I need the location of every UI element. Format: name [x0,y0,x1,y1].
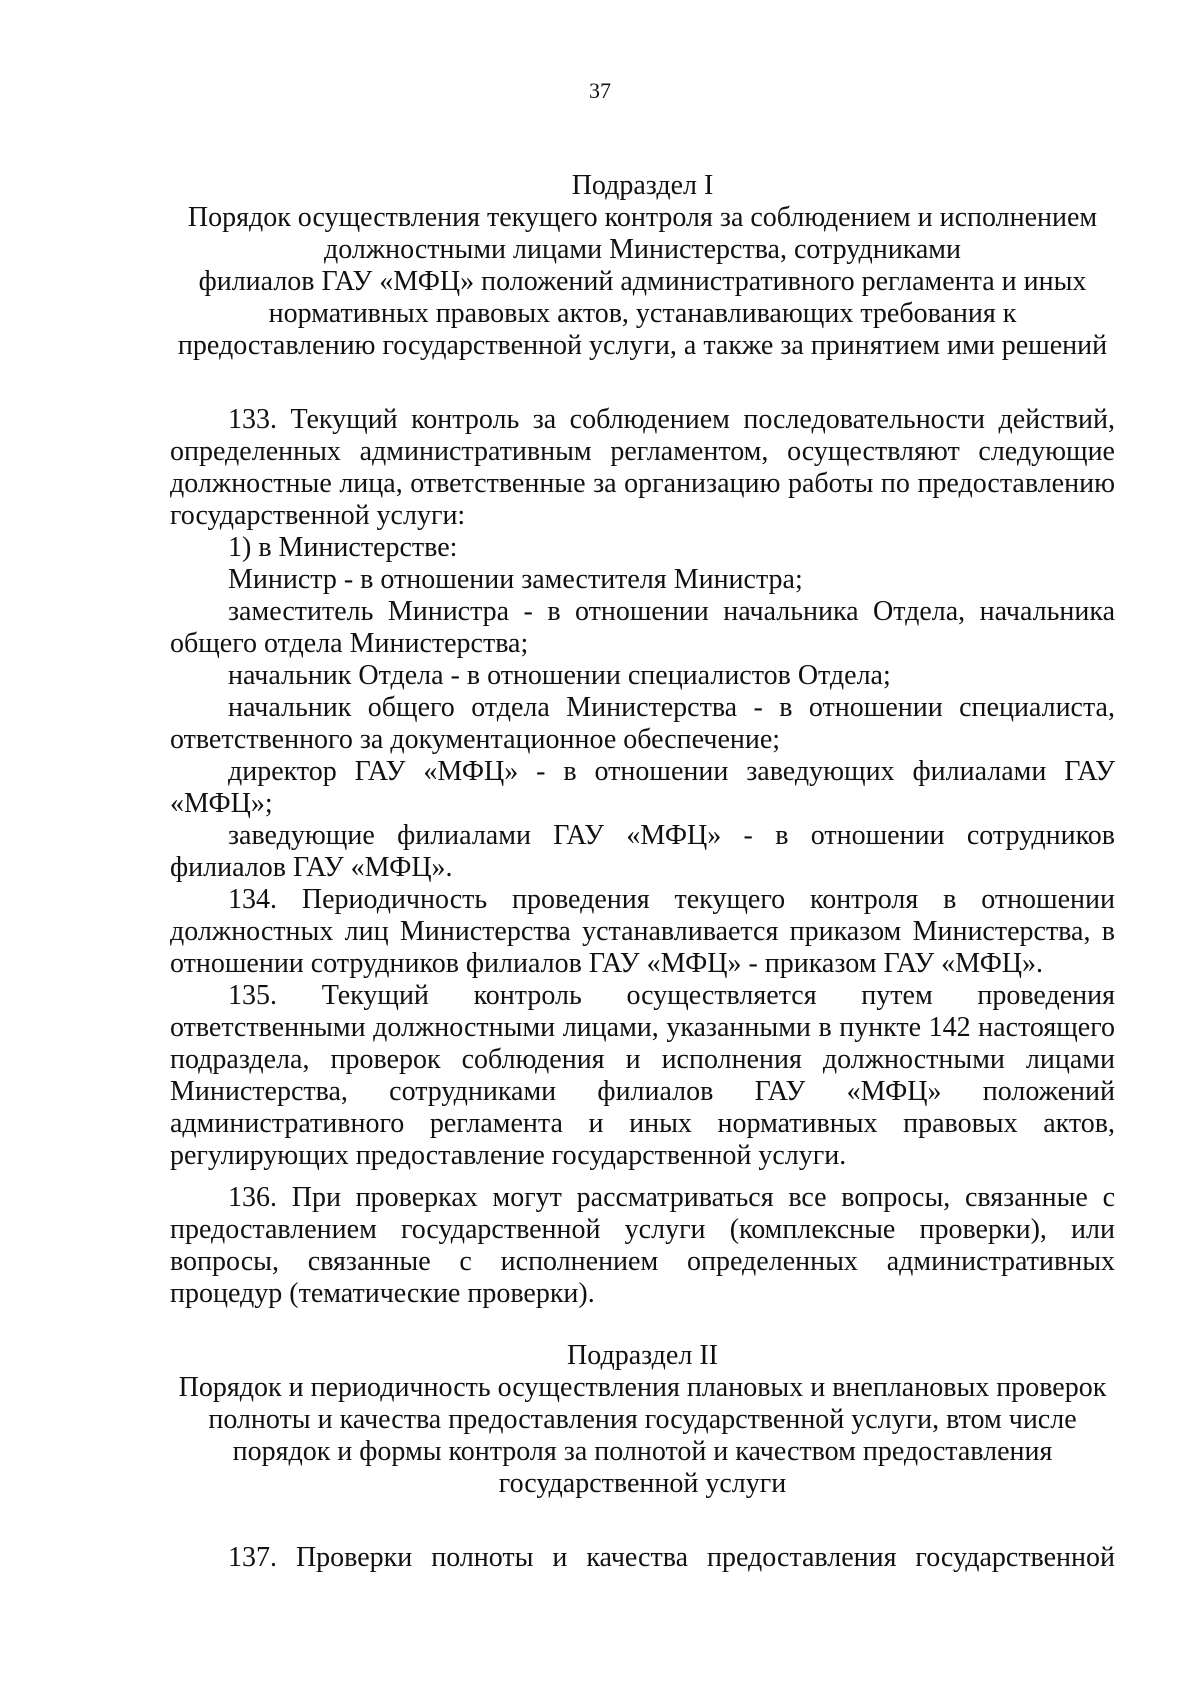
subsection-1-title-line: Порядок осуществления текущего контроля за соблюдением и исполнением [187,202,1098,233]
list-item-general-department-head: начальник общего отдела Министерства - в отношении специалиста, ответственного за документационное обеспечение; [170,692,1115,755]
list-item-minister: Министр - в отношении заместителя Министра; [228,564,803,595]
document-body [170,170,1115,1574]
paragraph-133: 133. Текущий контроль за соблюдением последовательности действий, определенных административным регламентом, осуществляют следующие должностные лица, ответственные за организацию работы по предоставлению государственной услуги: [170,404,1115,531]
page-number: 37 [589,78,611,103]
subsection-2-label: Подраздел II [567,1340,718,1371]
subsection-1-title-line: предоставлению государственной услуги, а также за принятием ими решений [177,330,1108,361]
subsection-1-label: Подраздел I [571,170,714,201]
paragraph-134: 134. Периодичность проведения текущего контроля в отношении должностных лиц Министерства устанавливается приказом Министерства, в отношении сотрудников филиалов ГАУ «МФЦ» - приказом ГАУ «МФЦ». [170,884,1115,979]
subsection-1-title-line: должностными лицами Министерства, сотрудниками [323,234,962,265]
subsection-1-heading [170,170,1115,362]
paragraph-137: 137. Проверки полноты и качества предоставления государственной [228,1542,1115,1573]
subsection-2-title-line: порядок и формы контроля за полнотой и качеством предоставления [232,1436,1053,1467]
subsection-1-title-line: филиалов ГАУ «МФЦ» положений административного регламента и иных [198,266,1087,297]
paragraph-135: 135. Текущий контроль осуществляется путем проведения ответственными должностными лицами, указанными в пункте 142 настоящего подраздела, проверок соблюдения и исполнения должностными лицами Министерства, сотрудниками филиалов ГАУ «МФЦ» положений административного регламента и иных нормативных правовых актов, регулирующих предоставление государственной услуги. [170,980,1115,1171]
subsection-2-title-line: полноты и качества предоставления государственной услуги, втом числе [208,1404,1077,1435]
subsection-2-heading [170,1340,1115,1500]
list-item-department-head: начальник Отдела - в отношении специалистов Отдела; [228,660,891,691]
list-item-mfc-director: директор ГАУ «МФЦ» - в отношении заведующих филиалами ГАУ «МФЦ»; [170,756,1115,819]
subsection-2-title-line: Порядок и периодичность осуществления плановых и внеплановых проверок [178,1372,1107,1403]
subsection-1-title-line: нормативных правовых актов, устанавливающих требования к [268,298,1017,329]
list-item-mfc-branch-heads: заведующие филиалами ГАУ «МФЦ» - в отношении сотрудников филиалов ГАУ «МФЦ». [170,820,1115,883]
list-item-deputy-minister: заместитель Министра - в отношении начальника Отдела, начальника общего отдела Министерства; [170,596,1115,659]
subsection-2-title-line: государственной услуги [498,1468,787,1499]
list-item-ministry: 1) в Министерстве: [228,532,458,563]
paragraph-136: 136. При проверках могут рассматриваться все вопросы, связанные с предоставлением государственной услуги (комплексные проверки), или вопросы, связанные с исполнением определенных административных процедур (тематические проверки). [170,1182,1115,1309]
